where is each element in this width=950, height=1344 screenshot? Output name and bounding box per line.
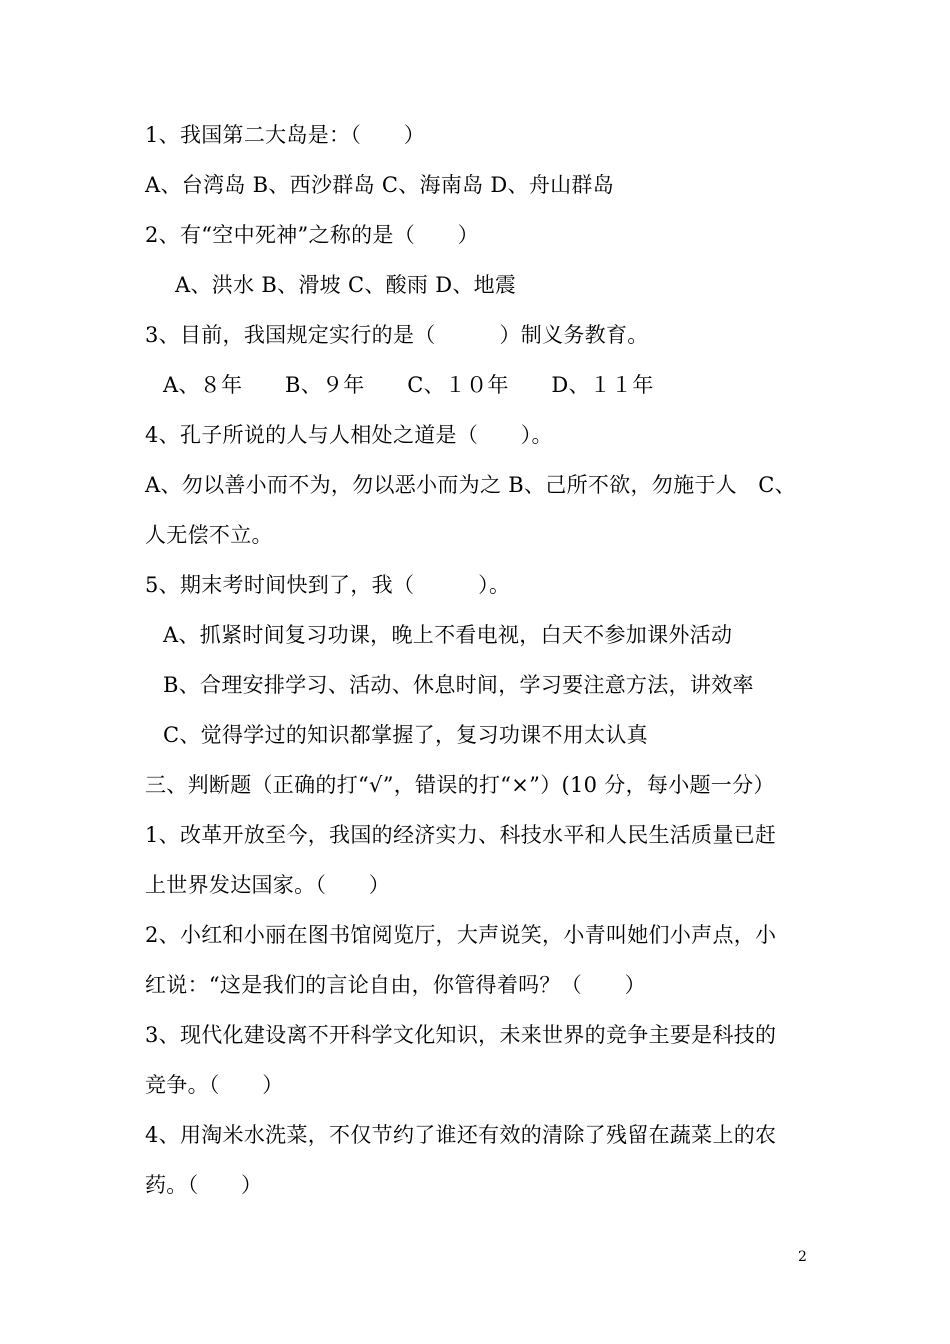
- question-5-option-c: C、觉得学过的知识都掌握了，复习功课不用太认真: [163, 723, 648, 747]
- question-1-options: A、台湾岛 B、西沙群岛 C、海南岛 D、舟山群岛: [145, 173, 615, 197]
- question-5-stem: 5、期末考时间快到了，我（ ）。: [145, 573, 511, 597]
- question-3-stem: 3、目前，我国规定实行的是（ ）制义务教育。: [145, 323, 649, 347]
- judgment-4-line-2: 药。（ ）: [145, 1173, 263, 1197]
- question-4-options-line-2: 人无偿不立。: [145, 523, 273, 547]
- question-1-stem: 1、我国第二大岛是：（ ）: [145, 123, 426, 147]
- judgment-1-line-2: 上世界发达国家。（ ）: [145, 873, 391, 897]
- judgment-3-line-1: 3、现代化建设离不开科学文化知识，未来世界的竞争主要是科技的: [145, 1023, 777, 1047]
- judgment-2-line-2: 红说：“这是我们的言论自由，你管得着吗？（ ）: [145, 973, 646, 997]
- section-3-heading: 三、判断题（正确的打“√”，错误的打“×”）(10 分，每小题一分）: [145, 773, 775, 797]
- question-5-option-b: B、合理安排学习、活动、休息时间，学习要注意方法，讲效率: [163, 673, 754, 697]
- question-5-option-a: A、抓紧时间复习功课，晚上不看电视，白天不参加课外活动: [163, 623, 733, 647]
- judgment-4-line-1: 4、用淘米水洗菜，不仅节约了谁还有效的清除了残留在蔬菜上的农: [145, 1123, 777, 1147]
- judgment-3-line-2: 竞争。（ ）: [145, 1073, 284, 1097]
- question-4-options-line-1: A、勿以善小而不为，勿以恶小而为之 B、己所不欲，勿施于人 C、: [145, 473, 796, 497]
- question-3-options: A、８年 B、９年 C、１０年 D、１１年: [163, 373, 654, 397]
- question-2-stem: 2、有“空中死神”之称的是（ ）: [145, 223, 479, 247]
- judgment-2-line-1: 2、小红和小丽在图书馆阅览厅，大声说笑，小青叫她们小声点，小: [145, 923, 777, 947]
- page-number: 2: [798, 1249, 807, 1265]
- question-4-stem: 4、孔子所说的人与人相处之道是（ ）。: [145, 423, 553, 447]
- question-2-options: A、洪水 B、滑坡 C、酸雨 D、地震: [175, 273, 517, 297]
- judgment-1-line-1: 1、改革开放至今，我国的经济实力、科技水平和人民生活质量已赶: [145, 823, 777, 847]
